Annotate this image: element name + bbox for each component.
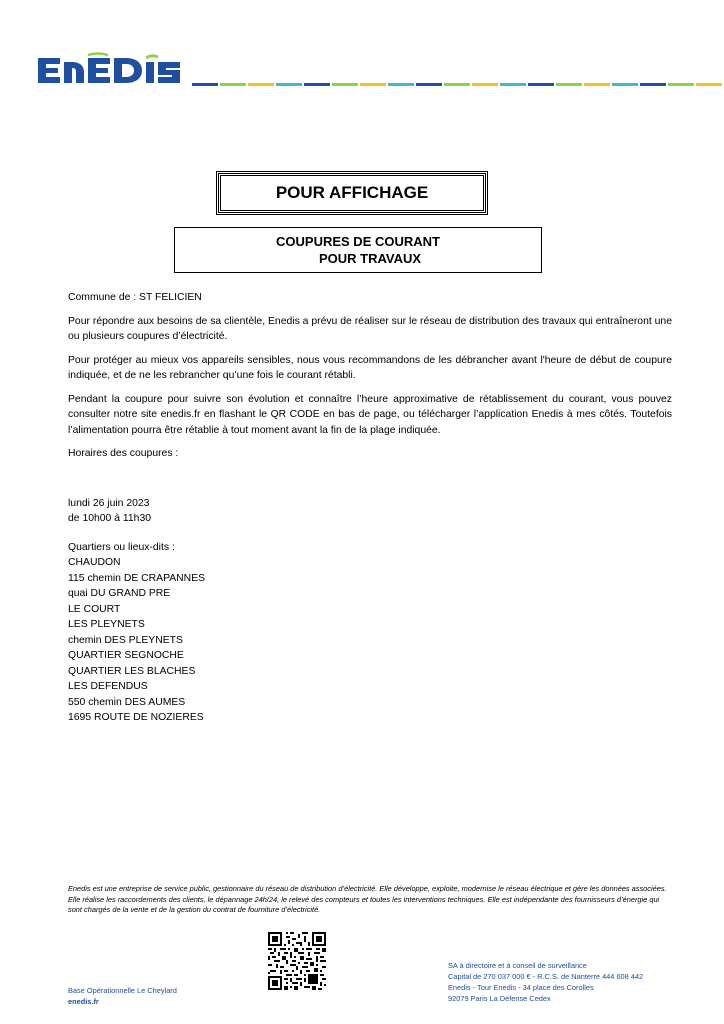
paragraph-2: Pour protéger au mieux vos appareils sensibles, nous vous recommandons de les débrancher avant l'heure de début de coupure indiquée, et de ne les rebrancher qu’une fois le courant rétabli. <box>68 354 672 381</box>
coupures-title-line2: POUR TRAVAUX <box>318 251 422 266</box>
footer-disclaimer: Enedis est une entreprise de service public, gestionnaire du réseau de distribution d’électricité. Elle développe, exploite, modernise le réseau électrique et gère les données associées. Elle réalise les raccordements des clients, le dépannage 24h/24, le relevé des compteurs et toutes les interventions techniques. Elle est indépendante des fournisseurs d’énergie qui sont chargés de la vente et de la gestion du contrat de fourniture d’électricité. <box>68 884 667 914</box>
site-link[interactable]: enedis.fr <box>68 997 99 1006</box>
footer-left <box>68 985 177 1007</box>
enedis-logo <box>36 52 188 88</box>
coupures-box <box>174 227 542 273</box>
list-item: QUARTIER SEGNOCHE <box>68 650 184 661</box>
company-line-3: Enedis - Tour Enedis - 34 place des Corolles <box>448 983 594 992</box>
footer-company-info <box>448 960 643 1004</box>
company-line-2: Capital de 270 037 000 € - R.C.S. de Nanterre 444 608 442 <box>448 972 644 981</box>
paragraph-3: Pendant la coupure pour suivre son évolution et connaître l’heure approximative de rétablissement du courant, vous pouvez consulter notre site enedis.fr en flashant le QR CODE en bas de page, ou télécharger l’application Enedis à mes côtés. Toutefois l’alimentation pourra être rétablie à tout moment avant la fin de la plage indiquée. <box>68 393 672 436</box>
coupures-title-line1: COUPURES DE COURANT <box>276 234 440 249</box>
list-item: 1695 ROUTE DE NOZIERES <box>68 712 204 723</box>
list-item: LES PLEYNETS <box>68 619 145 630</box>
list-item: 550 chemin DES AUMES <box>68 696 186 708</box>
list-item: LE COURT <box>68 603 121 615</box>
notice-body <box>68 290 672 726</box>
header-dashed-line <box>192 83 722 86</box>
list-item: LES DEFENDUS <box>68 681 148 692</box>
commune-line: Commune de : ST FELICIEN <box>68 292 202 303</box>
list-item: 115 chemin DE CRAPANNES <box>68 572 206 584</box>
list-item: chemin DES PLEYNETS <box>68 634 183 646</box>
company-line-4: 92079 Paris La Défense Cedex <box>448 994 551 1003</box>
schedule-date: lundi 26 juin 2023 <box>68 497 150 509</box>
horaires-label: Horaires des coupures : <box>68 448 179 459</box>
list-item: CHAUDON <box>68 557 121 568</box>
company-line-1: SA à directoire et à conseil de surveillance <box>448 961 587 970</box>
list-item: quai DU GRAND PRE <box>68 588 171 599</box>
paragraph-1: Pour répondre aux besoins de sa clientèle, Enedis a prévu de réaliser sur le réseau de distribution des travaux qui entraîneront une ou plusieurs coupures d’électricité. <box>68 315 672 342</box>
schedule-time: de 10h00 à 11h30 <box>68 513 152 524</box>
pour-affichage-box <box>218 173 486 213</box>
base-operationnelle: Base Opérationnelle Le Cheylard <box>68 986 177 995</box>
pour-affichage-title: POUR AFFICHAGE <box>275 183 429 202</box>
list-item: QUARTIER LES BLACHES <box>68 665 196 677</box>
qr-code-icon[interactable] <box>268 932 326 990</box>
quartiers-label: Quartiers ou lieux-dits : <box>68 541 175 553</box>
